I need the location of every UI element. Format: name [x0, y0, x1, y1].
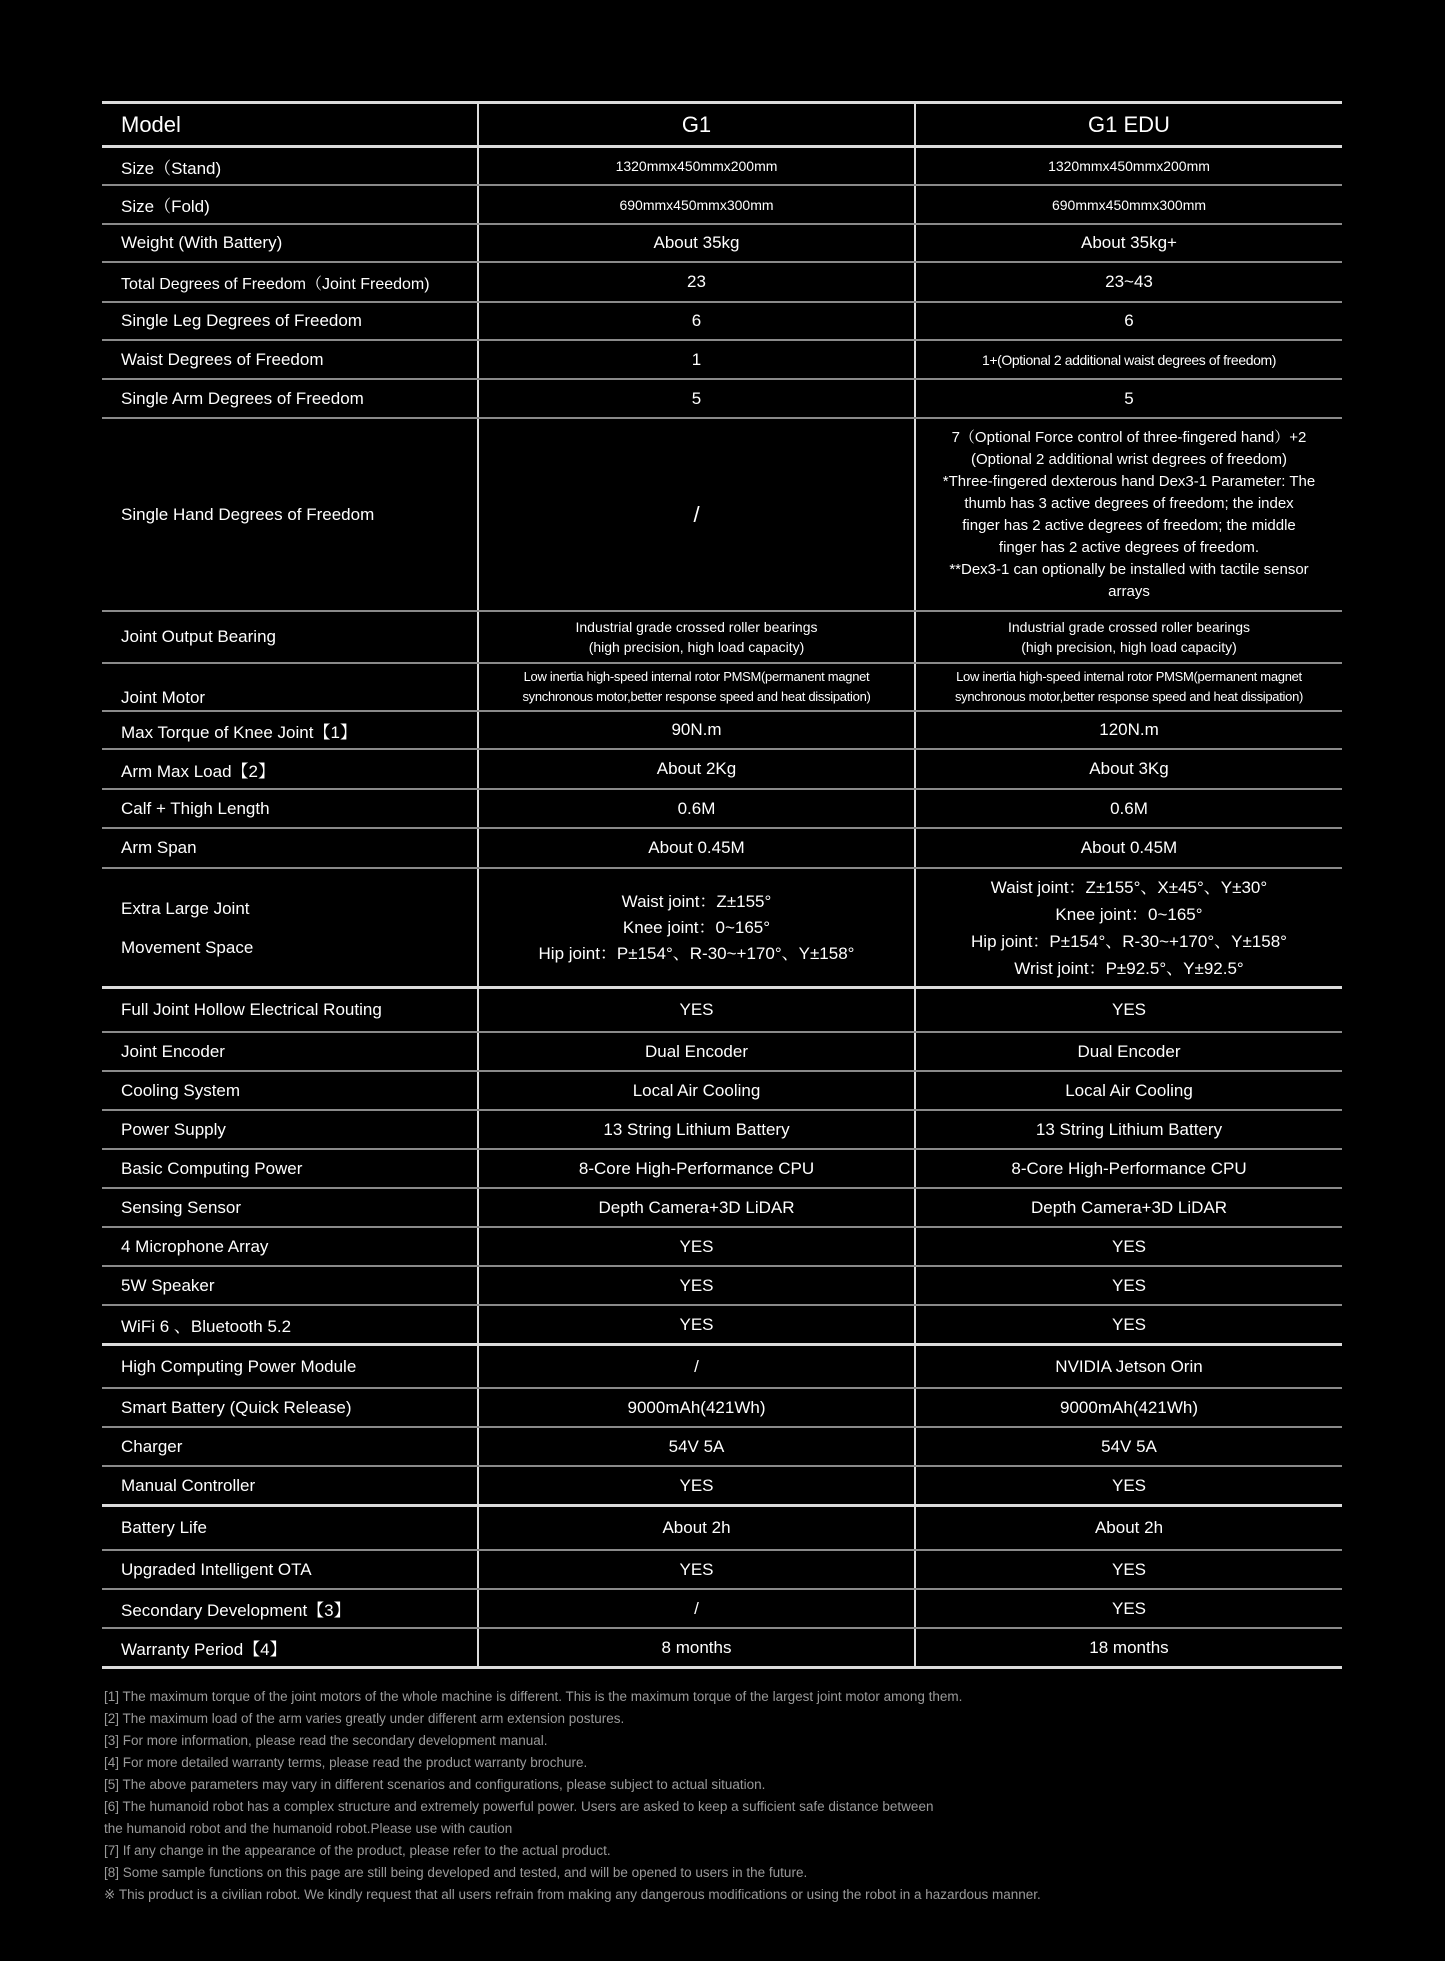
g1-edu-value: Depth Camera+3D LiDAR: [1030, 1197, 1228, 1217]
table-row: [102, 1507, 1342, 1551]
row-label: Power Supply: [102, 1111, 479, 1148]
footnote: [7] If any change in the appearance of the product, please refer to the actual product.: [104, 1843, 611, 1858]
hand-line: *Three-fingered dexterous hand Dex3-1 Parameter: The: [942, 472, 1316, 490]
g1-edu-value: YES: [1111, 1598, 1147, 1618]
footnote: [5] The above parameters may vary in different scenarios and configurations, please subject to actual situation.: [104, 1777, 766, 1792]
table-row: [102, 1189, 1342, 1228]
footnote: ※ This product is a civilian robot. We kindly request that all users refrain from making any dangerous modifications or using the robot in a hazardous manner.: [104, 1887, 1041, 1902]
row-label: Full Joint Hollow Electrical Routing: [102, 989, 479, 1031]
row-label: Max Torque of Knee Joint【1】: [102, 712, 479, 748]
g1-edu-value: About 35kg+: [1081, 233, 1177, 252]
value-line: Waist joint：Z±155°: [621, 891, 772, 911]
row-label: Joint Motor: [102, 664, 479, 710]
hand-line: arrays: [1108, 582, 1150, 600]
value-line: synchronous motor,better response speed and heat dissipation): [522, 689, 871, 704]
table-row: [102, 148, 1342, 186]
table-row: [102, 1629, 1342, 1669]
header-g1-edu: G1 EDU: [1088, 111, 1170, 137]
g1-value: About 2h: [479, 1507, 916, 1549]
table-row: [102, 829, 1342, 869]
g1-edu-value: [916, 419, 1342, 610]
table-row: [102, 1428, 1342, 1467]
g1-edu-value: 9000mAh(421Wh): [1060, 1397, 1198, 1417]
row-label: Cooling System: [102, 1072, 479, 1109]
g1-edu-value: [916, 612, 1342, 662]
row-label: Upgraded Intelligent OTA: [102, 1551, 479, 1588]
row-label: Charger: [102, 1428, 479, 1465]
row-label: Single Arm Degrees of Freedom: [102, 380, 479, 417]
row-label: Basic Computing Power: [102, 1150, 479, 1187]
g1-edu-value: YES: [1111, 1475, 1147, 1495]
g1-value: /: [479, 1590, 916, 1627]
g1-edu-value: YES: [1111, 1236, 1147, 1256]
table-row: [102, 1306, 1342, 1346]
row-label: Manual Controller: [102, 1467, 479, 1504]
hand-line: **Dex3-1 can optionally be installed with tactile sensor: [949, 560, 1309, 578]
hand-line: finger has 2 active degrees of freedom.: [998, 538, 1260, 556]
footnote: [2] The maximum load of the arm varies greatly under different arm extension postures.: [104, 1711, 625, 1726]
row-label: Warranty Period【4】: [102, 1629, 479, 1666]
footnote: [8] Some sample functions on this page are still being developed and tested, and will be opened to users in the future.: [104, 1865, 808, 1880]
row-label: [102, 869, 479, 986]
g1-value: Depth Camera+3D LiDAR: [479, 1189, 916, 1226]
footnote: [1] The maximum torque of the joint motors of the whole machine is different. This is the maximum torque of the largest joint motor among them.: [104, 1689, 963, 1704]
hand-line: (Optional 2 additional wrist degrees of freedom): [971, 450, 1287, 468]
value-line: Low inertia high-speed internal rotor PMSM(permanent magnet: [956, 669, 1302, 684]
footnote: [4] For more detailed warranty terms, please read the product warranty brochure.: [104, 1755, 588, 1770]
g1-edu-value: 5: [1124, 388, 1134, 408]
g1-value: 13 String Lithium Battery: [479, 1111, 916, 1148]
g1-edu-value: 1+(Optional 2 additional waist degrees of freedom): [981, 351, 1277, 368]
row-label: Arm Max Load【2】: [102, 750, 479, 788]
value-line: Industrial grade crossed roller bearings: [1007, 619, 1250, 635]
table-row: [102, 664, 1342, 712]
g1-edu-value: 23~43: [1105, 272, 1153, 291]
table-row: [102, 1072, 1342, 1111]
value-line: Wrist joint：P±92.5°、Y±92.5°: [1014, 958, 1244, 978]
table-row: [102, 612, 1342, 664]
g1-edu-value: YES: [1111, 1314, 1147, 1334]
value-line: Industrial grade crossed roller bearings: [575, 619, 818, 635]
g1-value: 23: [479, 263, 916, 301]
value-line: Low inertia high-speed internal rotor PMSM(permanent magnet: [523, 669, 870, 684]
g1-value: [479, 664, 916, 710]
table-row: [102, 1590, 1342, 1629]
g1-value: YES: [479, 1467, 916, 1504]
g1-edu-value: NVIDIA Jetson Orin: [1055, 1356, 1203, 1376]
g1-value: YES: [479, 1228, 916, 1265]
g1-edu-value: 54V 5A: [1101, 1436, 1157, 1456]
g1-value: 1: [479, 341, 916, 378]
g1-value: /: [479, 419, 916, 610]
table-row: [102, 341, 1342, 380]
g1-value: Local Air Cooling: [479, 1072, 916, 1109]
value-line: synchronous motor,better response speed and heat dissipation): [954, 689, 1304, 704]
row-label: Joint Output Bearing: [102, 612, 479, 662]
table-row: [102, 186, 1342, 225]
row-label: Secondary Development【3】: [102, 1590, 479, 1627]
table-row: [102, 1033, 1342, 1072]
value-line: Knee joint：0~165°: [1055, 904, 1203, 924]
label-line: Movement Space: [121, 937, 254, 957]
table-row: [102, 989, 1342, 1033]
footnote: [3] For more information, please read the secondary development manual.: [104, 1733, 548, 1748]
row-label: Single Hand Degrees of Freedom: [102, 419, 479, 610]
g1-edu-value: 690mmx450mmx300mm: [1051, 196, 1207, 213]
table-header: [102, 101, 1342, 148]
row-label: 4 Microphone Array: [102, 1228, 479, 1265]
row-label: WiFi 6 、Bluetooth 5.2: [102, 1306, 479, 1343]
value-line: Hip joint：P±154°、R-30~+170°、Y±158°: [971, 931, 1287, 951]
value-line: (high precision, high load capacity): [1021, 639, 1237, 655]
g1-value: 6: [479, 303, 916, 339]
g1-edu-value: [916, 869, 1342, 986]
row-label: Battery Life: [102, 1507, 479, 1549]
g1-value: [479, 869, 916, 986]
footnote: [6] The humanoid robot has a complex structure and extremely powerful power. Users are asked to keep a sufficient safe distance between: [104, 1799, 934, 1814]
g1-value: 8 months: [479, 1629, 916, 1666]
g1-value: YES: [479, 989, 916, 1031]
g1-edu-value: 120N.m: [1099, 720, 1159, 739]
value-line: Hip joint：P±154°、R-30~+170°、Y±158°: [538, 943, 855, 963]
g1-edu-value: Local Air Cooling: [1065, 1080, 1193, 1100]
g1-value: About 0.45M: [479, 829, 916, 867]
g1-edu-value: [916, 664, 1342, 710]
g1-value: 90N.m: [479, 712, 916, 748]
header-g1: G1: [479, 104, 916, 145]
g1-value: About 2Kg: [479, 750, 916, 788]
g1-edu-value: 0.6M: [1110, 798, 1148, 818]
value-line: Knee joint：0~165°: [622, 917, 771, 937]
g1-value: YES: [479, 1306, 916, 1343]
g1-value: YES: [479, 1551, 916, 1588]
g1-edu-value: 1320mmx450mmx200mm: [1048, 158, 1210, 174]
table-row: [102, 1228, 1342, 1267]
value-line: Waist joint：Z±155°、X±45°、Y±30°: [990, 877, 1268, 897]
row-label: High Computing Power Module: [102, 1346, 479, 1387]
table-row: [102, 263, 1342, 303]
spec-table: [102, 101, 1342, 1669]
table-row: [102, 1111, 1342, 1150]
table-row: [102, 225, 1342, 263]
row-label: Arm Span: [102, 829, 479, 867]
table-row: [102, 1551, 1342, 1590]
g1-value: 1320mmx450mmx200mm: [479, 148, 916, 184]
header-model: Model: [102, 104, 479, 145]
row-label: Weight (With Battery): [102, 225, 479, 261]
footnote: the humanoid robot and the humanoid robot.Please use with caution: [104, 1821, 513, 1836]
table-row: [102, 419, 1342, 612]
g1-value: 8-Core High-Performance CPU: [479, 1150, 916, 1187]
row-label: Waist Degrees of Freedom: [102, 341, 479, 378]
table-row: [102, 869, 1342, 989]
g1-value: 0.6M: [479, 790, 916, 827]
g1-value: /: [479, 1346, 916, 1387]
g1-edu-value: YES: [1111, 1559, 1147, 1579]
g1-edu-value: About 3Kg: [1089, 759, 1169, 778]
g1-edu-value: YES: [1111, 1000, 1147, 1019]
table-row: [102, 380, 1342, 419]
g1-value: 9000mAh(421Wh): [479, 1389, 916, 1426]
footnotes: [104, 1686, 1344, 1906]
g1-edu-value: Dual Encoder: [1077, 1041, 1181, 1061]
row-label: Calf + Thigh Length: [102, 790, 479, 827]
g1-edu-value: YES: [1111, 1275, 1147, 1295]
table-row: [102, 750, 1342, 790]
g1-value: 54V 5A: [479, 1428, 916, 1465]
row-label: Sensing Sensor: [102, 1189, 479, 1226]
g1-edu-value: 8-Core High-Performance CPU: [1011, 1158, 1247, 1178]
g1-value: YES: [479, 1267, 916, 1304]
table-row: [102, 712, 1342, 750]
g1-value: [479, 612, 916, 662]
table-row: [102, 1389, 1342, 1428]
table-row: [102, 1346, 1342, 1389]
hand-line: finger has 2 active degrees of freedom; the middle: [962, 516, 1296, 534]
g1-value: About 35kg: [479, 225, 916, 261]
row-label: Single Leg Degrees of Freedom: [102, 303, 479, 339]
g1-value: 690mmx450mmx300mm: [479, 186, 916, 223]
table-row: [102, 790, 1342, 829]
g1-edu-value: 6: [1124, 311, 1134, 330]
row-label: Size（Fold): [102, 186, 479, 223]
g1-edu-value: About 0.45M: [1080, 838, 1178, 857]
row-label: Smart Battery (Quick Release): [102, 1389, 479, 1426]
g1-value: Dual Encoder: [479, 1033, 916, 1070]
table-row: [102, 303, 1342, 341]
table-row: [102, 1267, 1342, 1306]
row-label: 5W Speaker: [102, 1267, 479, 1304]
row-label: Joint Encoder: [102, 1033, 479, 1070]
table-row: [102, 1467, 1342, 1507]
value-line: (high precision, high load capacity): [588, 639, 805, 655]
hand-line: thumb has 3 active degrees of freedom; the index: [964, 494, 1294, 512]
row-label: Total Degrees of Freedom（Joint Freedom): [102, 263, 479, 301]
g1-edu-value: 18 months: [1089, 1637, 1169, 1657]
row-label: Size（Stand): [102, 148, 479, 184]
g1-edu-value: About 2h: [1094, 1518, 1164, 1537]
hand-line: 7（Optional Force control of three-fingered hand）+2: [951, 428, 1307, 446]
g1-edu-value: 13 String Lithium Battery: [1035, 1119, 1223, 1139]
table-row: [102, 1150, 1342, 1189]
label-line: Extra Large Joint: [121, 898, 250, 918]
g1-value: 5: [479, 380, 916, 417]
